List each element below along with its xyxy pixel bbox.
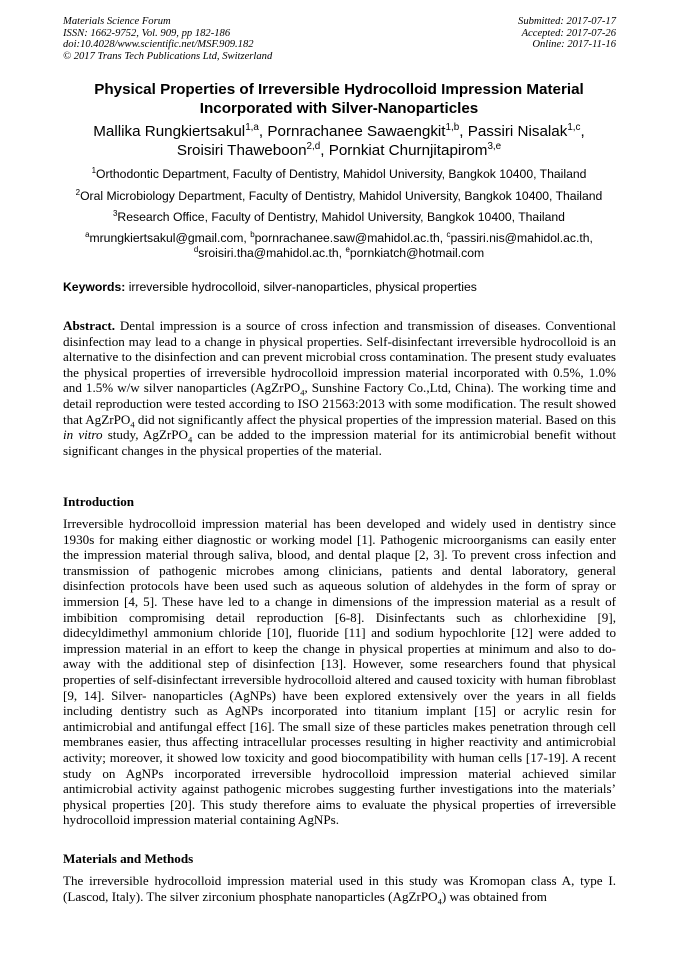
email-link[interactable]: mrungkiertsakul@gmail.com	[89, 231, 244, 245]
journal-name: Materials Science Forum	[63, 16, 171, 27]
methods-paragraph	[63, 873, 616, 907]
author-list	[56, 122, 622, 160]
affiliation-1	[56, 167, 622, 181]
introduction-paragraph: Irreversible hydrocolloid impression material has been developed and widely used in dentistry since 1930s for making either diagnostic or working model [1]. Pathogenic microorganisms can easily enter the impression material through saliva, blood, and dental plaque [2, 3]. To prevent cross infection and transmission of pathogenic microbes among clinicians, patients and dental laboratory, general disinfection protocols have been used such as aqueous solution of aldehydes in the form of spray or immersion [4, 5]. These have led to a change in dimensions of the impression material as a result of imbibition compromising detail reproduction [6-8]. Disinfectants such as chlorhexidine [9], didecyldimethyl ammonium chloride [10], fluoride [11] and sodium hypochlorite [12] were added to impression material in an effort to keep the change in physical properties at minimum and also to do-away with the additional step of disinfection [13]. However, some researchers found that physical properties of self-disinfectant irreversible hydrocolloid altered and caused toxicity with human fibroblast [9, 14]. Silver- nanoparticles (AgNPs) have been explored extensively over the years in all fields including dentistry such as AgNPs incorporated into titanium implant [15] or acrylic resin for antimicrobial and antifungal effect [16]. The small size of these particles makes penetration through cell membranes easier, thus affecting intracellular processes resulting in higher reactivity and antimicrobial activity; moreover, it showed low toxicity and good biocompatibility with human cells [17-19]. A recent study on AgNPs incorporated irreversible hydrocolloid impression material achieved similar antimicrobial activity against pathogenic microbes suggesting further investigations into the materials’ physical properties [20]. This study therefore aims to evaluate the physical properties of irreversible hydrocolloid impression material containing AgNPs.	[63, 516, 616, 828]
author-sup: 2,d	[306, 140, 321, 152]
author-name: Pornrachanee Sawaengkit	[267, 123, 446, 140]
subscript: 4	[130, 419, 135, 430]
email-sep: ,	[243, 231, 251, 245]
email-sup: c	[446, 229, 451, 239]
email-sup: a	[85, 229, 90, 239]
copyright-line: © 2017 Trans Tech Publications Ltd, Switzerland	[63, 50, 273, 62]
abstract-label: Abstract.	[63, 318, 115, 333]
affiliation-3	[56, 210, 622, 224]
affiliation-text: Orthodontic Department, Faculty of Dentistry, Mahidol University, Bangkok 10400, Thailand	[95, 167, 587, 181]
author-sup: 1,a	[245, 121, 259, 133]
email-sep: ,	[439, 231, 447, 245]
affiliation-sup: 2	[75, 187, 81, 197]
abstract-text: , Sunshine Factory Co.,Ltd, China). The working time and detail reproduction were tested according to ISO 21563:2013 with some modification. The result showed that AgZrPO	[63, 380, 617, 427]
abstract-text: can be added to the impression material for its antimicrobial benefit without significant changes in the physical properties of the material.	[63, 427, 616, 458]
email-sup: b	[250, 229, 255, 239]
subscript: 4	[300, 387, 305, 398]
doi-line: doi:10.4028/www.scientific.net/MSF.909.182	[63, 39, 254, 51]
paper-title	[56, 81, 622, 118]
email-sup: e	[345, 244, 350, 254]
keywords-label: Keywords:	[63, 280, 126, 294]
in-vitro-italic: in vitro	[63, 427, 103, 443]
journal-header-left	[63, 16, 272, 62]
author-sep: ,	[320, 142, 329, 159]
affiliation-sup: 1	[91, 165, 96, 175]
author-sep: ,	[580, 123, 585, 140]
author-sep: ,	[459, 123, 468, 140]
author-sup: 1,c	[567, 121, 581, 133]
affiliation-sup: 3	[113, 208, 118, 218]
email-sep: ,	[338, 246, 346, 260]
methods-heading: Materials and Methods	[63, 851, 194, 866]
abstract-text: did not significantly affect the physical properties of the impression material. Based on this	[134, 411, 616, 427]
keywords-text: irreversible hydrocolloid, silver-nanoparticles, physical properties	[125, 280, 477, 294]
email-link[interactable]: passiri.nis@mahidol.ac.th	[450, 231, 590, 245]
submitted-date: Submitted: 2017-07-17	[518, 16, 616, 27]
introduction-heading: Introduction	[63, 494, 135, 509]
author-sep: ,	[258, 123, 268, 140]
author-name: Pornkiat Churnjitapirom	[328, 142, 488, 159]
subscript: 4	[437, 896, 442, 907]
abstract-text: Dental impression is a source of cross infection and transmission of diseases. Conventional disinfection may lead to a change in physical properties. Self-disinfectant irreversible hydrocolloid is an alternative to the disinfection and can prevent microbial cross contamination. The present study evaluates the physical properties of irreversible hydrocolloid impression material incorporated with 0.5%, 1.0% and 1.5% w/w silver nanoparticles (AgZrPO	[63, 318, 616, 396]
author-name: Passiri Nisalak	[467, 123, 568, 140]
affiliation-text: Research Office, Faculty of Dentistry, Mahidol University, Bangkok 10400, Thailand	[117, 210, 565, 224]
author-sup: 1,b	[445, 121, 460, 133]
author-name: Sroisiri Thaweboon	[176, 142, 307, 159]
affiliation-2	[56, 189, 622, 203]
abstract-paragraph	[63, 318, 616, 458]
author-emails	[56, 231, 622, 261]
keywords-line	[63, 280, 477, 295]
title-line-1: Physical Properties of Irreversible Hydrocolloid Impression Material	[94, 81, 584, 98]
abstract-text: study, AgZrPO	[102, 427, 188, 443]
author-name: Mallika Rungkiertsakul	[93, 123, 246, 140]
email-link[interactable]: pornrachanee.saw@mahidol.ac.th	[254, 231, 440, 245]
journal-header-right	[518, 16, 616, 51]
subscript: 4	[188, 434, 193, 445]
email-sep: ,	[589, 231, 593, 245]
email-link[interactable]: sroisiri.tha@mahidol.ac.th	[198, 246, 339, 260]
issn-line: ISSN: 1662-9752, Vol. 909, pp 182-186	[63, 27, 231, 39]
online-date: Online: 2017-11-16	[532, 39, 616, 51]
methods-text: The irreversible hydrocolloid impression material used in this study was Kromopan class A, type I. (Lascod, Italy). The silver zirconium phosphate nanoparticles (AgZrPO	[63, 873, 616, 904]
accepted-date: Accepted: 2017-07-26	[521, 27, 616, 39]
affiliation-text: Oral Microbiology Department, Faculty of Dentistry, Mahidol University, Bangkok 10400, Thailand	[80, 189, 603, 203]
author-sup: 3,e	[487, 140, 502, 152]
email-sup: d	[193, 244, 199, 254]
methods-text: ) was obtained from	[441, 888, 547, 904]
title-line-2: Incorporated with Silver-Nanoparticles	[199, 99, 479, 117]
email-link[interactable]: pornkiatch@hotmail.com	[349, 246, 485, 260]
